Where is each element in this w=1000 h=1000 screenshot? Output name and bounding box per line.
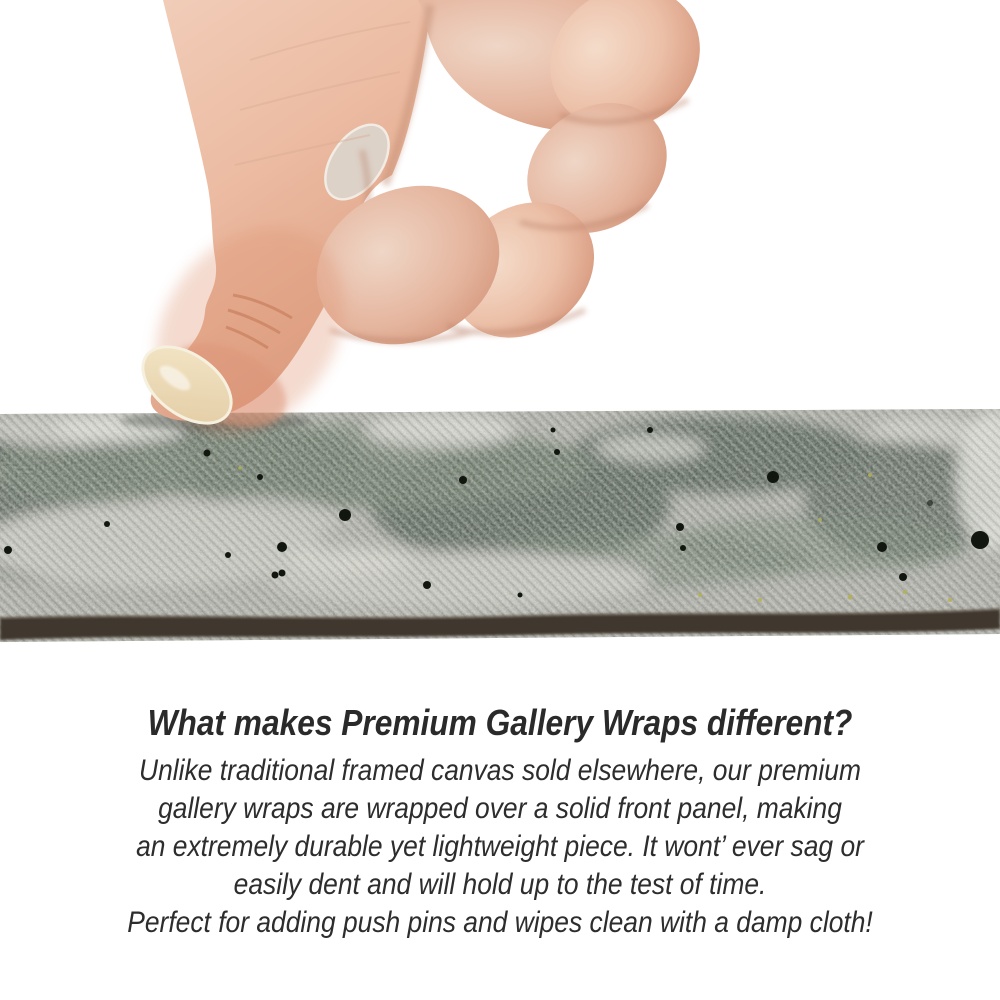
caption-heading: What makes Premium Gallery Wraps different? [147, 702, 853, 743]
canvas-strip [0, 400, 1000, 650]
caption-line-4: easily dent and will hold up to the test of time. [233, 868, 767, 901]
caption-line-1: Unlike traditional framed canvas sold elsewhere, our premium [139, 754, 861, 787]
caption-line-2: gallery wraps are wrapped over a solid front panel, making [158, 792, 842, 825]
caption-block [60, 702, 940, 942]
caption-line-5: Perfect for adding push pins and wipes clean with a damp cloth! [127, 906, 873, 939]
caption-line-3: an extremely durable yet lightweight piece. It wont’ ever sag or [136, 830, 864, 863]
hand-photo [117, 0, 728, 469]
